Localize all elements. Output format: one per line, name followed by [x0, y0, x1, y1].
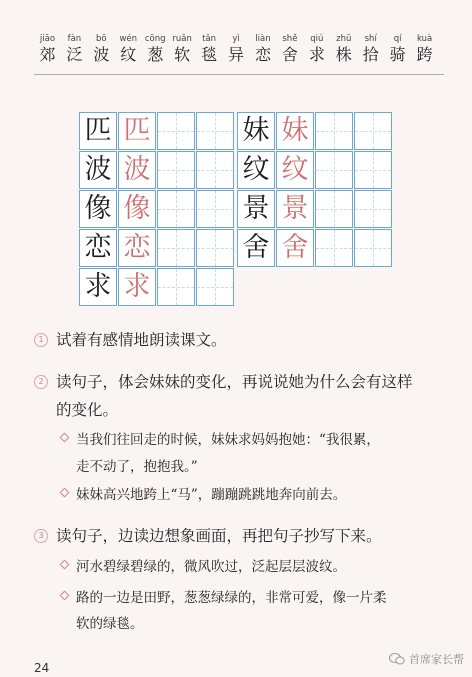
divider-line	[34, 74, 444, 75]
vocab-word	[115, 33, 142, 65]
vocab-char: 郊	[39, 45, 56, 64]
vocab-char: 葱	[147, 45, 164, 64]
exercise-3-item-2-line2: 软的绿毯。	[76, 616, 144, 632]
practice-cell	[196, 268, 234, 306]
vocab-word	[411, 33, 438, 65]
model-char-cell: 求	[79, 268, 117, 306]
chat-bubble-icon	[389, 652, 405, 666]
practice-cell	[354, 229, 392, 267]
vocab-word	[34, 33, 61, 65]
page-number: 24	[34, 661, 50, 675]
model-char-cell: 波	[79, 151, 117, 189]
vocab-char: 求	[308, 45, 325, 64]
vocab-word	[61, 33, 88, 65]
practice-cell	[354, 151, 392, 189]
vocab-char: 拾	[362, 45, 379, 64]
model-char-cell: 景	[237, 190, 275, 228]
watermark	[389, 651, 464, 667]
vocab-pinyin: zhū	[336, 34, 352, 44]
practice-cell	[196, 190, 234, 228]
practice-cell	[354, 190, 392, 228]
exercise-2-item-1-line2: 走不动了，抱抱我。”	[76, 459, 198, 475]
exercise-number-badge: 1	[34, 333, 48, 347]
exercise-3-item-2-line1: 路的一边是田野，葱葱绿绿的，非常可爱，像一片柔	[76, 590, 387, 606]
trace-char-cell: 像	[118, 190, 156, 228]
vocab-pinyin: wén	[119, 34, 138, 44]
vocabulary-list	[34, 33, 438, 65]
vocab-word	[276, 33, 303, 65]
vocab-char: 异	[228, 45, 245, 64]
vocab-char: 纹	[120, 45, 137, 64]
practice-cell	[157, 151, 195, 189]
vocab-pinyin: tǎn	[202, 34, 217, 44]
model-char-cell: 匹	[79, 112, 117, 150]
practice-cell	[196, 229, 234, 267]
trace-char-cell: 求	[118, 268, 156, 306]
diamond-bullet-icon	[60, 488, 70, 498]
exercise-number-badge: 2	[34, 375, 48, 389]
vocab-char: 舍	[281, 45, 298, 64]
practice-cell	[157, 229, 195, 267]
vocab-pinyin: fàn	[67, 34, 82, 44]
vocab-word	[88, 33, 115, 65]
exercise-2-text-line2: 的变化。	[56, 401, 119, 419]
vocab-pinyin: qí	[393, 34, 402, 44]
vocab-char: 跨	[416, 45, 433, 64]
exercise-2-item-2: 妹妹高兴地跨上“马”，蹦蹦跳跳地奔向前去。	[76, 487, 347, 503]
vocab-word	[169, 33, 196, 65]
watermark-text: 首席家长帮	[409, 653, 464, 666]
vocab-word	[142, 33, 169, 65]
vocab-pinyin: kuà	[416, 34, 433, 44]
vocab-char: 恋	[254, 45, 271, 64]
vocab-char: 泛	[66, 45, 83, 64]
vocab-pinyin: cōng	[144, 34, 166, 44]
vocab-char: 骑	[389, 45, 406, 64]
vocab-char: 软	[174, 45, 191, 64]
model-char-cell: 舍	[237, 229, 275, 267]
vocab-word	[250, 33, 277, 65]
vocab-pinyin: qiú	[310, 34, 324, 44]
practice-cell	[315, 229, 353, 267]
trace-char-cell: 恋	[118, 229, 156, 267]
trace-char-cell: 舍	[276, 229, 314, 267]
practice-cell	[315, 190, 353, 228]
exercise-2-item-1-line1: 当我们往回走的时候，妹妹求妈妈抱她：“我很累，	[76, 432, 380, 448]
vocab-pinyin: bō	[96, 34, 107, 44]
vocab-word	[384, 33, 411, 65]
vocab-word	[303, 33, 330, 65]
practice-cell	[196, 112, 234, 150]
vocab-word	[196, 33, 223, 65]
vocab-word	[357, 33, 384, 65]
vocab-word	[330, 33, 357, 65]
practice-cell	[315, 151, 353, 189]
trace-char-cell: 景	[276, 190, 314, 228]
vocab-pinyin: shě	[282, 34, 298, 44]
model-char-cell: 像	[79, 190, 117, 228]
vocab-word	[223, 33, 250, 65]
practice-cell	[196, 151, 234, 189]
exercise-3-item-1: 河水碧绿碧绿的，微风吹过，泛起层层波纹。	[76, 559, 346, 575]
diamond-bullet-icon	[60, 433, 70, 443]
trace-char-cell: 匹	[118, 112, 156, 150]
diamond-bullet-icon	[60, 591, 70, 601]
vocab-pinyin: ruǎn	[172, 34, 192, 44]
exercise-number-badge: 3	[34, 529, 48, 543]
trace-char-cell: 波	[118, 151, 156, 189]
diamond-bullet-icon	[60, 560, 70, 570]
practice-cell	[354, 112, 392, 150]
vocab-pinyin: shí	[364, 34, 377, 44]
model-char-cell: 恋	[79, 229, 117, 267]
practice-cell	[157, 112, 195, 150]
vocab-pinyin: jiāo	[39, 34, 56, 44]
vocab-char: 毯	[201, 45, 218, 64]
practice-cell	[157, 268, 195, 306]
practice-cell	[157, 190, 195, 228]
model-char-cell: 纹	[237, 151, 275, 189]
vocab-pinyin: liàn	[255, 34, 271, 44]
model-char-cell: 妹	[237, 112, 275, 150]
trace-char-cell: 妹	[276, 112, 314, 150]
exercise-2-text-line1: 读句子，体会妹妹的变化，再说说她为什么会有这样	[56, 373, 413, 391]
vocab-char: 波	[93, 45, 110, 64]
practice-cell	[315, 112, 353, 150]
vocab-pinyin: yì	[232, 34, 240, 44]
trace-char-cell: 纹	[276, 151, 314, 189]
vocab-char: 株	[335, 45, 352, 64]
exercise-3-text: 读句子，边读边想象画面，再把句子抄写下来。	[56, 527, 382, 545]
exercise-1-text: 试着有感情地朗读课文。	[56, 331, 227, 349]
